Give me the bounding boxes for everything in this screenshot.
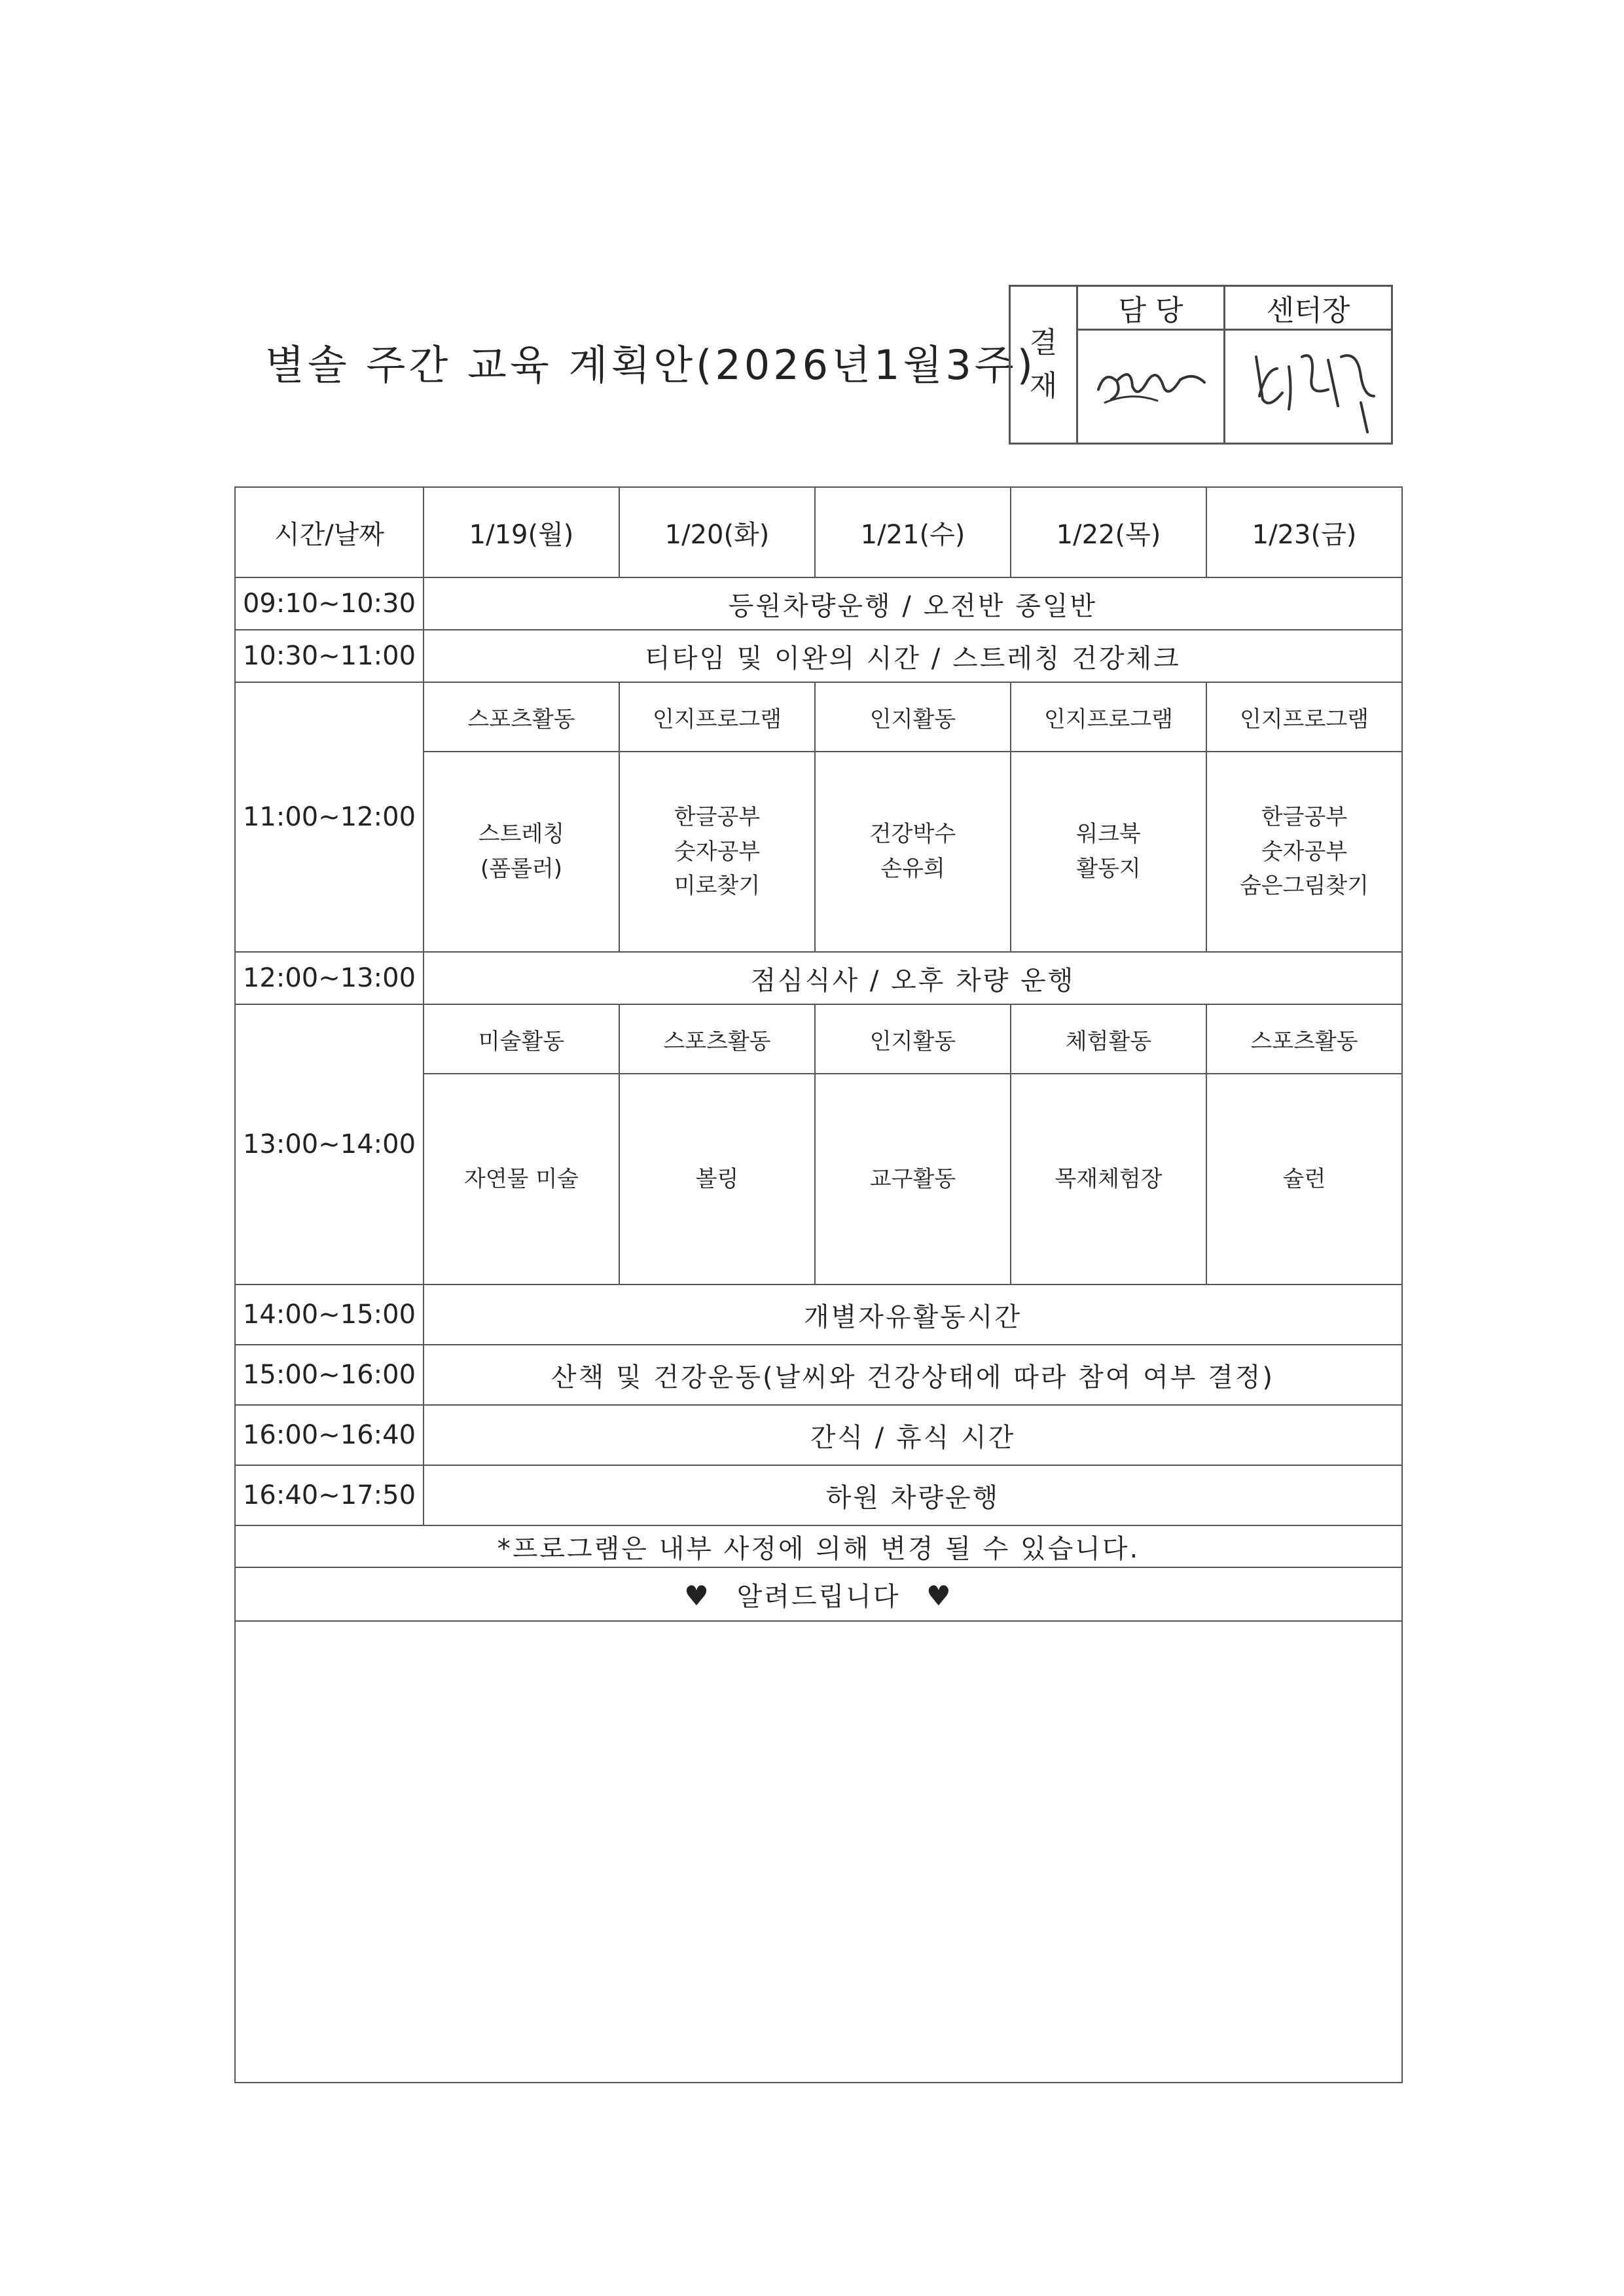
category-mon: 미술활동: [424, 1004, 619, 1074]
all-day-activity: 개별자유활동시간: [424, 1285, 1402, 1345]
category-fri: 스포츠활동: [1206, 1004, 1402, 1074]
header-day-wed: 1/21(수): [815, 487, 1011, 577]
closing-text: 알려드립니다: [736, 1581, 901, 1612]
category-mon: 스포츠활동: [424, 682, 619, 752]
activity-mon: 자연물 미술: [424, 1074, 619, 1285]
category-tue: 인지프로그램: [619, 682, 815, 752]
blank-row: [235, 1621, 1402, 2083]
approval-side-label: [1010, 286, 1077, 444]
all-day-activity: 티타임 및 이완의 시간 / 스트레칭 건강체크: [424, 630, 1402, 682]
category-tue: 스포츠활동: [619, 1004, 815, 1074]
table-row: [235, 1465, 1402, 1525]
category-thu: 인지프로그램: [1011, 682, 1206, 752]
approval-box: [1009, 285, 1393, 445]
category-thu: 체험활동: [1011, 1004, 1206, 1074]
time-slot: 12:00~13:00: [235, 952, 424, 1004]
category-wed: 인지활동: [815, 1004, 1011, 1074]
time-slot: 11:00~12:00: [235, 682, 424, 952]
activity-wed: 교구활동: [815, 1074, 1011, 1285]
category-wed: 인지활동: [815, 682, 1011, 752]
activity-fri: 한글공부 숫자공부 숨은그림찾기: [1206, 752, 1402, 952]
notice-row: [235, 1525, 1402, 1567]
activity-thu: 워크북 활동지: [1011, 752, 1206, 952]
director-signature-cell: [1225, 330, 1392, 444]
time-slot: 10:30~11:00: [235, 630, 424, 682]
all-day-activity: 하원 차량운행: [424, 1465, 1402, 1525]
approval-side-text: 결 재: [1029, 326, 1058, 403]
category-fri: 인지프로그램: [1206, 682, 1402, 752]
activity-tue: 볼링: [619, 1074, 815, 1285]
all-day-activity: 점심식사 / 오후 차량 운행: [424, 952, 1402, 1004]
table-row: [235, 1405, 1402, 1465]
time-slot: 14:00~15:00: [235, 1285, 424, 1345]
header-day-mon: 1/19(월): [424, 487, 619, 577]
all-day-activity: 간식 / 휴식 시간: [424, 1405, 1402, 1465]
closing-row: [235, 1567, 1402, 1621]
heart-icon: ♥: [684, 1579, 711, 1612]
closing-cell: [235, 1567, 1402, 1621]
activity-fri: 슐런: [1206, 1074, 1402, 1285]
table-row: [235, 952, 1402, 1004]
all-day-activity: 등원차량운행 / 오전반 종일반: [424, 577, 1402, 630]
manager-signature-cell: [1077, 330, 1225, 444]
header-day-tue: 1/20(화): [619, 487, 815, 577]
approval-col-manager: 담 당: [1077, 286, 1225, 330]
blank-notes-area: [235, 1621, 1402, 2083]
table-row: [235, 1004, 1402, 1074]
document-title: 별솔 주간 교육 계획안(2026년1월3주): [265, 341, 1036, 389]
activity-tue: 한글공부 숫자공부 미로찾기: [619, 752, 815, 952]
time-slot: 09:10~10:30: [235, 577, 424, 630]
change-notice: *프로그램은 내부 사정에 의해 변경 될 수 있습니다.: [235, 1525, 1402, 1567]
table-row: [235, 630, 1402, 682]
table-row: [235, 682, 1402, 752]
time-slot: 16:40~17:50: [235, 1465, 424, 1525]
header-time-date: 시간/날짜: [235, 487, 424, 577]
all-day-activity: 산책 및 건강운동(날씨와 건강상태에 따라 참여 여부 결정): [424, 1345, 1402, 1405]
header-day-thu: 1/22(목): [1011, 487, 1206, 577]
approval-col-director: 센터장: [1225, 286, 1392, 330]
weekly-schedule-table: [234, 486, 1403, 2083]
table-row: [235, 1345, 1402, 1405]
activity-wed: 건강박수 손유희: [815, 752, 1011, 952]
schedule-header-row: [235, 487, 1402, 577]
time-slot: 15:00~16:00: [235, 1345, 424, 1405]
manager-signature: [1085, 340, 1216, 426]
activity-mon: 스트레칭 (폼롤러): [424, 752, 619, 952]
header-day-fri: 1/23(금): [1206, 487, 1402, 577]
table-row: [235, 1285, 1402, 1345]
time-slot: 13:00~14:00: [235, 1004, 424, 1285]
director-signature: [1230, 331, 1387, 435]
activity-thu: 목재체험장: [1011, 1074, 1206, 1285]
time-slot: 16:00~16:40: [235, 1405, 424, 1465]
heart-icon: ♥: [926, 1579, 953, 1612]
table-row: [235, 577, 1402, 630]
